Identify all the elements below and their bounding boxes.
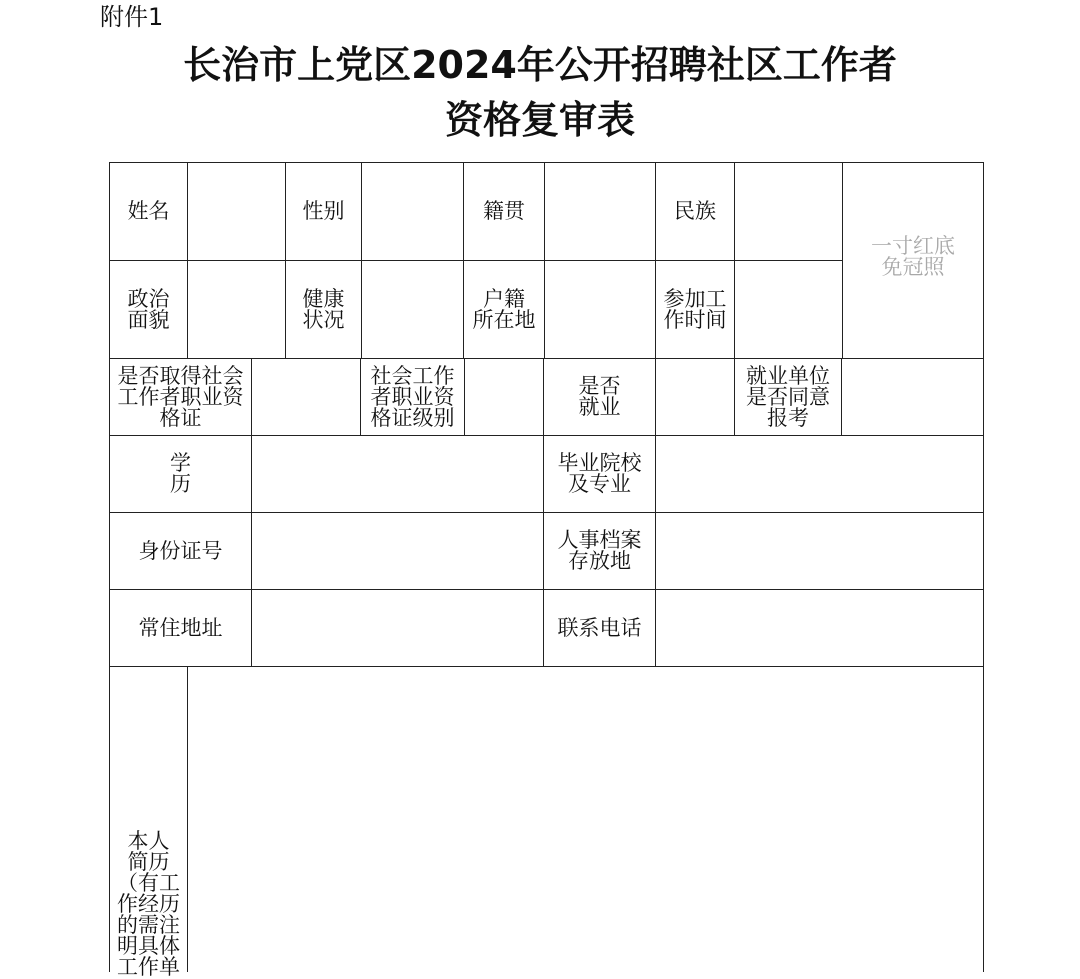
health-field[interactable] <box>362 261 464 359</box>
health-label: 健康 状况 <box>286 261 362 359</box>
address-field[interactable] <box>252 590 544 667</box>
certificate-level-label: 社会工作 者职业资 格证级别 <box>361 359 465 436</box>
education-field[interactable] <box>252 436 544 513</box>
native-place-field[interactable] <box>545 163 656 261</box>
gender-field[interactable] <box>362 163 464 261</box>
employed-field[interactable] <box>656 359 735 436</box>
ethnicity-label: 民族 <box>656 163 735 261</box>
qualification-review-form <box>109 162 984 979</box>
phone-field[interactable] <box>656 590 983 667</box>
ethnicity-field[interactable] <box>735 163 843 261</box>
name-field[interactable] <box>188 163 286 261</box>
native-place-label: 籍贯 <box>464 163 545 261</box>
employed-label: 是否 就业 <box>544 359 656 436</box>
id-number-label: 身份证号 <box>110 513 252 590</box>
resume-label: 本人 简历 （有工 作经历 的需注 明具体 工作单 <box>110 667 188 972</box>
household-field[interactable] <box>545 261 656 359</box>
gender-label: 性别 <box>286 163 362 261</box>
education-label: 学 历 <box>110 436 252 513</box>
address-label: 常住地址 <box>110 590 252 667</box>
political-status-field[interactable] <box>188 261 286 359</box>
work-start-label: 参加工 作时间 <box>656 261 735 359</box>
form-subtitle: 资格复审表 <box>444 98 635 142</box>
photo-box <box>843 163 983 359</box>
political-status-label: 政治 面貌 <box>110 261 188 359</box>
attachment-label: 附件1 <box>100 3 164 31</box>
archive-location-field[interactable] <box>656 513 983 590</box>
phone-label: 联系电话 <box>544 590 656 667</box>
school-major-field[interactable] <box>656 436 983 513</box>
employer-consent-label: 就业单位 是否同意 报考 <box>735 359 842 436</box>
photo-note: 一寸红底 免冠照 <box>871 233 955 279</box>
certificate-level-field[interactable] <box>465 359 544 436</box>
work-start-field[interactable] <box>735 261 843 359</box>
employer-consent-field[interactable] <box>842 359 983 436</box>
form-title: 长治市上党区2024年公开招聘社区工作者 <box>183 43 897 87</box>
resume-field[interactable] <box>188 667 983 972</box>
archive-location-label: 人事档案 存放地 <box>544 513 656 590</box>
household-label: 户籍 所在地 <box>464 261 545 359</box>
certificate-obtained-field[interactable] <box>252 359 361 436</box>
id-number-field[interactable] <box>252 513 544 590</box>
name-label: 姓名 <box>110 163 188 261</box>
school-major-label: 毕业院校 及专业 <box>544 436 656 513</box>
certificate-obtained-label: 是否取得社会 工作者职业资 格证 <box>110 359 252 436</box>
